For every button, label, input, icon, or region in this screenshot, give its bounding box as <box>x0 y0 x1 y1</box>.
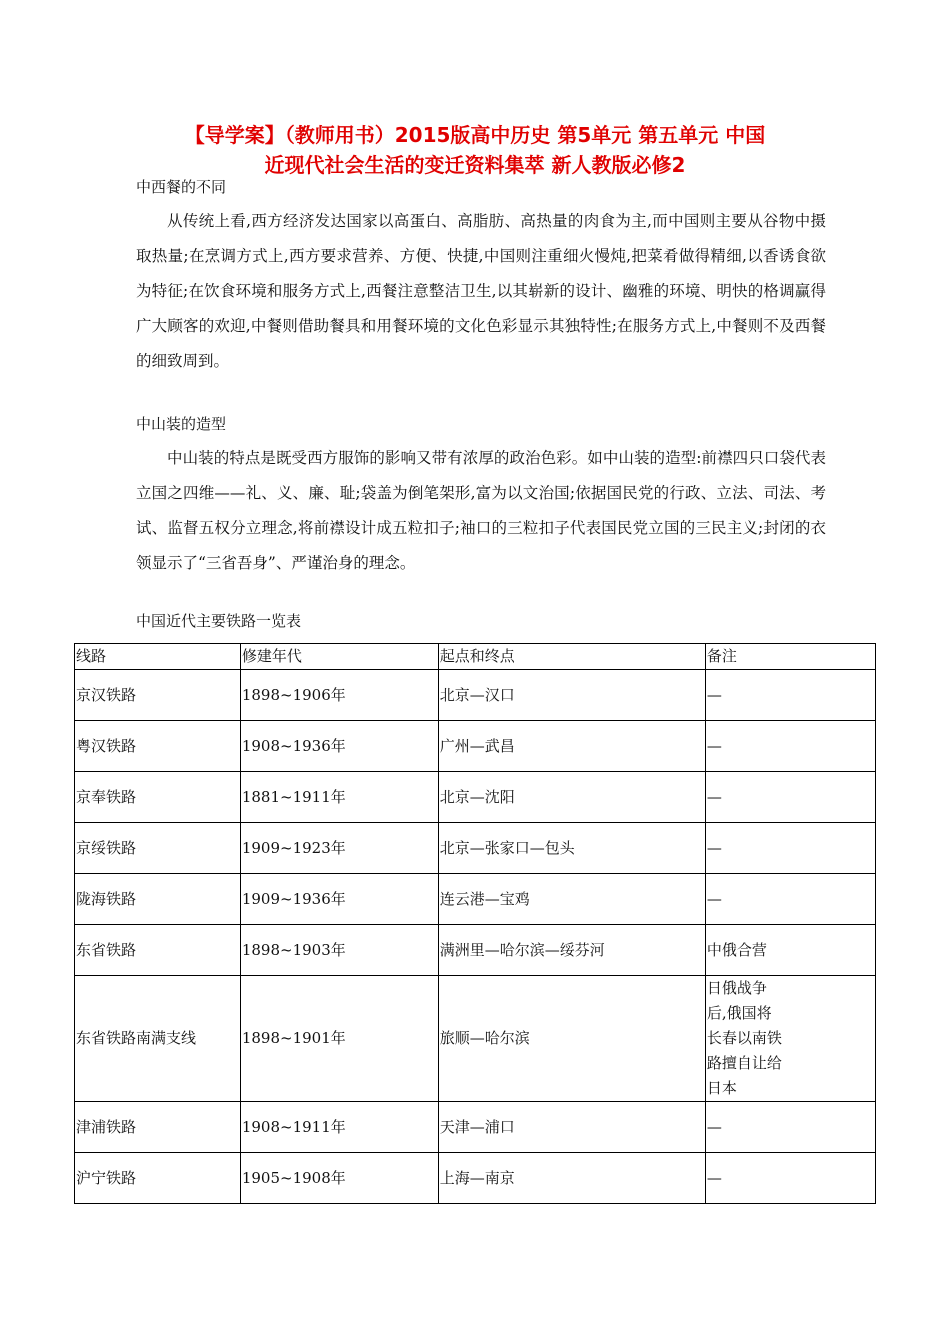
cell-line: 粤汉铁路 <box>75 721 241 772</box>
title-line-1: 【导学案】（教师用书）2015版高中历史 第5单元 第五单元 中国 <box>184 123 766 147</box>
cell-years: 1898~1901年 <box>240 976 438 1102</box>
cell-line: 东省铁路南满支线 <box>75 976 241 1102</box>
cell-line: 京汉铁路 <box>75 670 241 721</box>
cell-note: — <box>705 721 875 772</box>
header-years: 修建年代 <box>240 644 438 670</box>
cell-route: 北京—张家口—包头 <box>438 823 705 874</box>
table-row <box>75 1102 876 1153</box>
cell-route: 北京—汉口 <box>438 670 705 721</box>
cell-note: — <box>705 1153 875 1204</box>
document-title <box>110 120 840 180</box>
table-row <box>75 721 876 772</box>
cell-route: 天津—浦口 <box>438 1102 705 1153</box>
railway-table-caption: 中国近代主要铁路一览表 <box>136 612 302 630</box>
title-line-2: 近现代社会生活的变迁资料集萃 新人教版必修2 <box>264 153 686 177</box>
cell-note: — <box>705 1102 875 1153</box>
cell-line: 京奉铁路 <box>75 772 241 823</box>
cell-line: 津浦铁路 <box>75 1102 241 1153</box>
table-row <box>75 1153 876 1204</box>
table-row <box>75 670 876 721</box>
cell-years: 1909~1923年 <box>240 823 438 874</box>
cell-years: 1898~1903年 <box>240 925 438 976</box>
cell-years: 1881~1911年 <box>240 772 438 823</box>
cell-line: 东省铁路 <box>75 925 241 976</box>
table-row <box>75 874 876 925</box>
suit-paragraph: 中山装的特点是既受西方服饰的影响又带有浓厚的政治色彩。如中山装的造型:前襟四只口袋代表立国之四维——礼、义、廉、耻;袋盖为倒笔架形,富为以文治国;依据国民党的行政、立法、司法、考试、监督五权分立理念,将前襟设计成五粒扣子;袖口的三粒扣子代表国民党立国的三民主义;封闭的衣领显示了“三省吾身”、严谨治身的理念。 <box>136 449 826 572</box>
cell-years: 1909~1936年 <box>240 874 438 925</box>
table-row <box>75 823 876 874</box>
table-row <box>75 976 876 1102</box>
cell-line: 京绥铁路 <box>75 823 241 874</box>
cell-route: 北京—沈阳 <box>438 772 705 823</box>
cell-route: 旅顺—哈尔滨 <box>438 976 705 1102</box>
cell-years: 1908~1936年 <box>240 721 438 772</box>
header-route: 起点和终点 <box>438 644 705 670</box>
cell-years: 1905~1908年 <box>240 1153 438 1204</box>
table-row <box>75 925 876 976</box>
cell-years: 1898~1906年 <box>240 670 438 721</box>
cell-note-wrapped <box>705 976 875 1102</box>
cell-note: 日俄战争后,俄国将长春以南铁路擅自让给日本 <box>706 979 782 1097</box>
cell-note: — <box>705 670 875 721</box>
food-heading: 中西餐的不同 <box>136 178 227 196</box>
cell-note: — <box>705 874 875 925</box>
cell-note: — <box>705 772 875 823</box>
cell-years: 1908~1911年 <box>240 1102 438 1153</box>
table-row <box>75 772 876 823</box>
cell-route: 满洲里—哈尔滨—绥芬河 <box>438 925 705 976</box>
cell-note: 中俄合营 <box>705 925 875 976</box>
cell-route: 上海—南京 <box>438 1153 705 1204</box>
cell-note: — <box>705 823 875 874</box>
cell-line: 沪宁铁路 <box>75 1153 241 1204</box>
cell-route: 广州—武昌 <box>438 721 705 772</box>
food-paragraph: 从传统上看,西方经济发达国家以高蛋白、高脂肪、高热量的肉食为主,而中国则主要从谷物中摄取热量;在烹调方式上,西方要求营养、方便、快捷,中国则注重细火慢炖,把菜肴做得精细,以香诱食欲为特征;在饮食环境和服务方式上,西餐注意整洁卫生,以其崭新的设计、幽雅的环境、明快的格调赢得广大顾客的欢迎,中餐则借助餐具和用餐环境的文化色彩显示其独特性;在服务方式上,中餐则不及西餐的细致周到。 <box>136 212 826 370</box>
railway-table <box>74 643 876 1204</box>
cell-line: 陇海铁路 <box>75 874 241 925</box>
cell-route: 连云港—宝鸡 <box>438 874 705 925</box>
header-line: 线路 <box>75 644 241 670</box>
table-header-row <box>75 644 876 670</box>
header-note: 备注 <box>705 644 875 670</box>
suit-heading: 中山装的造型 <box>136 415 227 433</box>
